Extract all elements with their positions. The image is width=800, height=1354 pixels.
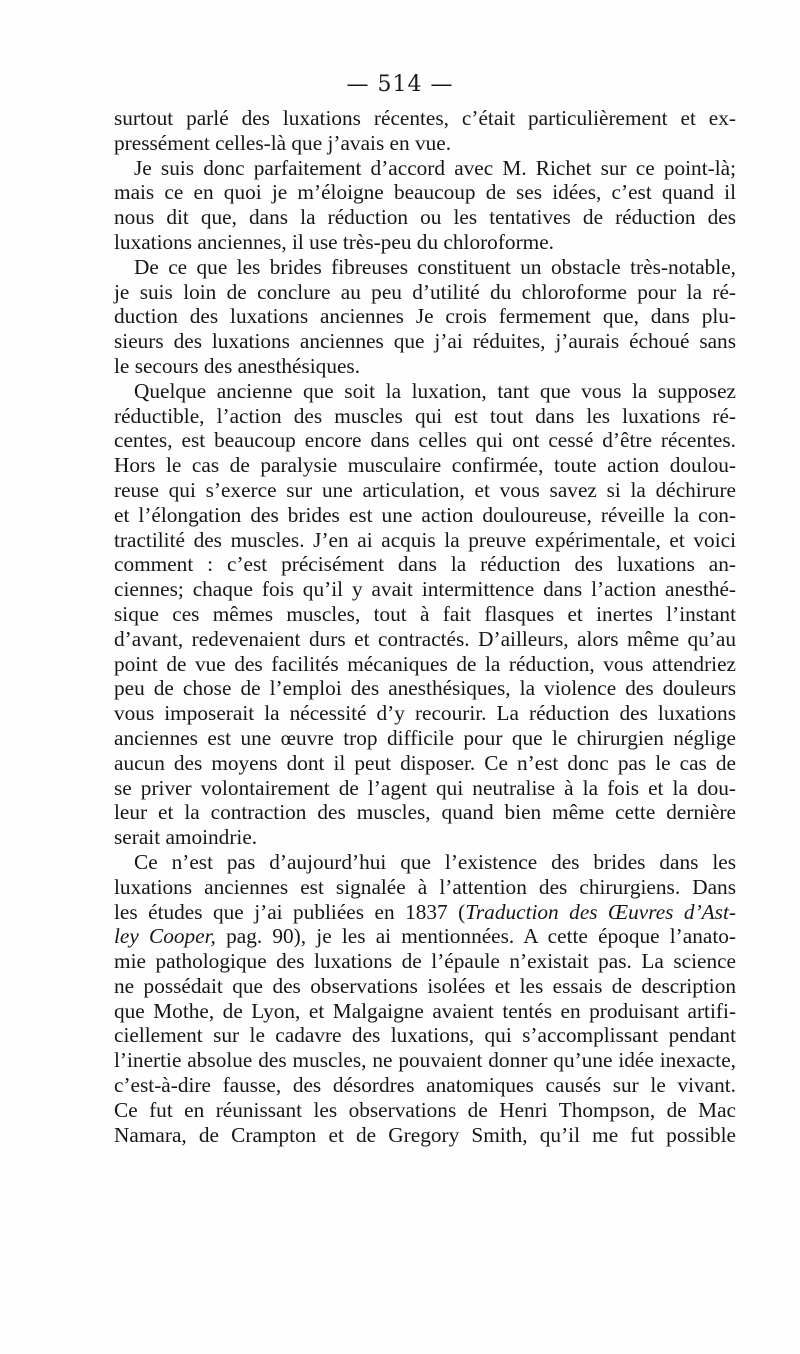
line-text: se priver volontairement de l’agent qui neutralise à la fois et la dou- (114, 775, 736, 800)
line-text: pressément celles-là que j’avais en vue. (114, 130, 452, 155)
text-line (114, 701, 736, 726)
text-line (114, 453, 736, 478)
line-text: ciennes; chaque fois qu’il y avait intermittence dans l’action anesthé- (114, 577, 736, 602)
text-line (114, 304, 736, 329)
text-line (114, 329, 736, 354)
line-text: vous imposerait la nécessité d’y recourir. La réduction des luxations (114, 701, 736, 726)
line-text: mais ce en quoi je m’éloigne beaucoup de ses idées, c’est quand il (114, 180, 736, 205)
text-line (114, 280, 736, 305)
text-line (114, 528, 736, 553)
text-line (114, 652, 736, 677)
line-text: sieurs des luxations anciennes que j’ai réduites, j’aurais échoué sans (114, 329, 736, 354)
text-line (114, 1098, 736, 1123)
line-text: je suis loin de conclure au peu d’utilité du chloroforme pour la ré- (114, 279, 736, 304)
text-line (114, 602, 736, 627)
line-text: ne possédait que des observations isolées et les essais de description (114, 973, 736, 998)
line-text: que Mothe, de Lyon, et Malgaigne avaient tentés en produisant artifi- (114, 998, 736, 1023)
line-text: et l’élongation des brides est une action douloureuse, réveille la con- (114, 502, 736, 527)
line-text: luxations anciennes, il use très-peu du chloroforme. (114, 229, 555, 254)
text-line (114, 205, 736, 230)
text-line (114, 503, 736, 528)
text-line (114, 404, 736, 429)
text-line (114, 875, 736, 900)
line-text: reuse qui s’exerce sur une articulation, et vous savez si la déchirure (114, 477, 736, 502)
text-line (114, 1123, 736, 1148)
text-line (114, 478, 736, 503)
line-text: pag. 90), je les ai mentionnées. A cette époque l’anato- (215, 924, 736, 949)
line-text: ciellement sur le cadavre des luxations, qui s’accomplissant pendant (114, 1023, 736, 1048)
text-line (114, 552, 736, 577)
text-line (114, 776, 736, 801)
line-text: peu de chose de l’emploi des anesthésiques, la violence des douleurs (114, 676, 736, 701)
text-line (114, 900, 736, 925)
text-line (114, 156, 736, 181)
line-text: c’est-à-dire fausse, des désordres anatomiques causés sur le vivant. (114, 1073, 736, 1098)
line-text: nous dit que, dans la réduction ou les tentatives de réduction des (114, 205, 736, 230)
text-line (114, 949, 736, 974)
line-text: les études que j’ai publiées en 1837 ( (114, 899, 466, 924)
line-text: d’avant, redevenaient durs et contractés. D’ailleurs, alors même qu’au (114, 626, 736, 651)
text-line (114, 106, 736, 131)
text-line (114, 627, 736, 652)
text-line (114, 1023, 736, 1048)
line-text: duction des luxations anciennes Je crois fermement que, dans plu- (114, 304, 736, 329)
line-text: luxations anciennes est signalée à l’attention des chirurgiens. Dans (114, 874, 736, 899)
line-text: Ce n’est pas d’aujourd’hui que l’existence des brides dans les (134, 849, 736, 874)
text-line (114, 751, 736, 776)
text-line (114, 924, 736, 949)
body-text (114, 106, 736, 1147)
page-number: — 514 — (346, 72, 454, 97)
text-line (114, 726, 736, 751)
line-text: Quelque ancienne que soit la luxation, tant que vous la supposez (134, 378, 736, 403)
line-text: l’inertie absolue des muscles, ne pouvaient donner qu’une idée inexacte, (114, 1048, 736, 1073)
line-text: mie pathologique des luxations de l’épaule n’existait pas. La science (114, 949, 736, 974)
text-line (114, 230, 736, 255)
italic-title: ley Cooper, (114, 924, 216, 949)
line-text: Namara, de Crampton et de Gregory Smith, qu’il me fut possible (114, 1122, 736, 1147)
text-line (114, 1073, 736, 1098)
text-line (114, 676, 736, 701)
text-line (114, 255, 736, 280)
text-line (114, 825, 736, 850)
line-text: anciennes est une œuvre trop difficile pour que le chirurgien néglige (114, 725, 736, 750)
line-text: réductible, l’action des muscles qui est tout dans les luxations ré- (114, 403, 736, 428)
text-line (114, 131, 736, 156)
text-line (114, 999, 736, 1024)
line-text: sique ces mêmes muscles, tout à fait flasques et inertes l’instant (114, 601, 736, 626)
text-line (114, 800, 736, 825)
text-line (114, 850, 736, 875)
line-text: tractilité des muscles. J’en ai acquis la preuve expérimentale, et voici (114, 527, 736, 552)
line-text: surtout parlé des luxations récentes, c’était particulièrement et ex- (114, 106, 736, 130)
text-line (114, 1048, 736, 1073)
italic-title: Traduction des Œuvres d’Ast- (465, 899, 736, 924)
text-line (114, 577, 736, 602)
text-line (114, 974, 736, 999)
line-text: centes, est beaucoup encore dans celles qui ont cessé d’être récentes. (114, 428, 736, 453)
line-text: De ce que les brides fibreuses constituent un obstacle très-notable, (134, 254, 736, 279)
line-text: le secours des anesthésiques. (114, 353, 361, 378)
line-text: Ce fut en réunissant les observations de Henri Thompson, de Mac (114, 1097, 736, 1122)
line-text: Hors le cas de paralysie musculaire confirmée, toute action doulou- (114, 453, 736, 478)
line-text: serait amoindrie. (114, 825, 258, 850)
text-line (114, 180, 736, 205)
line-text: comment : c’est précisément dans la réduction des luxations an- (114, 552, 736, 577)
line-text: point de vue des facilités mécaniques de la réduction, vous attendriez (114, 651, 736, 676)
line-text: aucun des moyens dont il peut disposer. Ce n’est donc pas le cas de (114, 750, 736, 775)
text-line (114, 428, 736, 453)
line-text: leur et la contraction des muscles, quand bien même cette dernière (114, 800, 736, 825)
text-line (114, 354, 736, 379)
line-text: Je suis donc parfaitement d’accord avec M. Richet sur ce point-là; (134, 155, 736, 180)
text-line (114, 379, 736, 404)
